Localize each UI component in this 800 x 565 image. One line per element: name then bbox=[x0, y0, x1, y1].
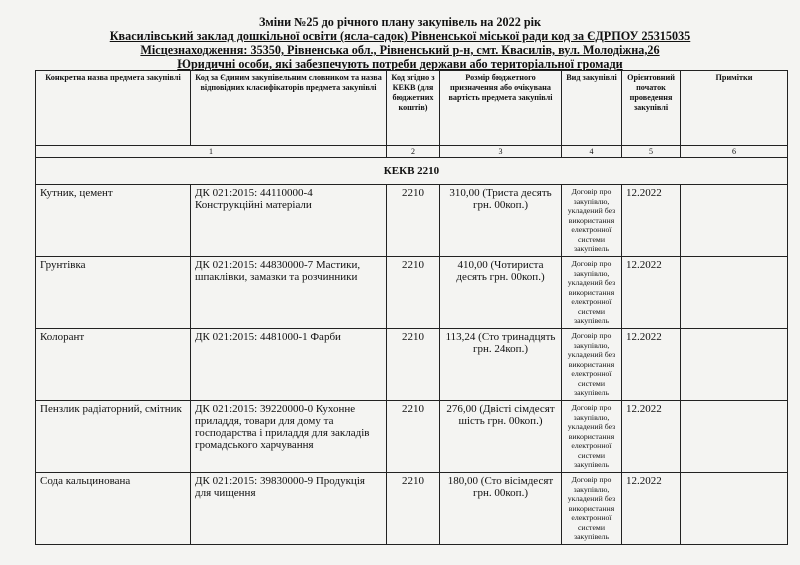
group-label: КЕКВ 2210 bbox=[36, 158, 788, 185]
document-title: Зміни №25 до річного плану закупівель на 2022 рік bbox=[258, 15, 542, 29]
table-row bbox=[36, 185, 788, 257]
item-amount: 180,00 (Сто вісімдесят грн. 00коп.) bbox=[440, 473, 562, 545]
item-procedure: Договір про закупівлю, укладений без використання електронної системи закупівель bbox=[562, 185, 622, 257]
header-cpv-code: Код за Єдиним закупівельним словником та назва відповідних класифікаторів предмета закупівлі bbox=[191, 71, 387, 146]
item-amount: 310,00 (Триста десять грн. 00коп.) bbox=[440, 185, 562, 257]
table-header-row bbox=[36, 71, 788, 146]
column-number-row bbox=[36, 146, 788, 158]
header-kekv: Код згідно з КЕКВ (для бюджетних коштів) bbox=[387, 71, 440, 146]
item-notes bbox=[681, 185, 788, 257]
column-number: 2 bbox=[387, 146, 440, 158]
organization-address: Місцезнаходження: 35350, Рівненська обл., Рівненський р-н, смт. Квасилів, вул. Молодіжна,26 bbox=[140, 43, 660, 57]
item-procedure: Договір про закупівлю, укладений без використання електронної системи закупівель bbox=[562, 257, 622, 329]
item-start: 12.2022 bbox=[622, 185, 681, 257]
item-kekv: 2210 bbox=[387, 329, 440, 401]
item-kekv: 2210 bbox=[387, 185, 440, 257]
item-notes bbox=[681, 401, 788, 473]
organization-type: Юридичні особи, які забезпечують потреби держави або територіальної громади bbox=[177, 57, 623, 71]
header-notes: Примітки bbox=[681, 71, 788, 146]
procurement-table bbox=[35, 70, 788, 545]
item-start: 12.2022 bbox=[622, 329, 681, 401]
item-name: Грунтівка bbox=[36, 257, 191, 329]
item-notes bbox=[681, 257, 788, 329]
item-start: 12.2022 bbox=[622, 401, 681, 473]
header-start-date: Орієнтовний початок проведення закупівлі bbox=[622, 71, 681, 146]
header-procedure: Вид закупівлі bbox=[562, 71, 622, 146]
item-code: ДК 021:2015: 39830000-9 Продукція для чищення bbox=[191, 473, 387, 545]
item-procedure: Договір про закупівлю, укладений без використання електронної системи закупівель bbox=[562, 473, 622, 545]
item-kekv: 2210 bbox=[387, 401, 440, 473]
item-code: ДК 021:2015: 4481000-1 Фарби bbox=[191, 329, 387, 401]
item-kekv: 2210 bbox=[387, 473, 440, 545]
item-name: Пензлик радіаторний, смітник bbox=[36, 401, 191, 473]
column-number: 6 bbox=[681, 146, 788, 158]
item-procedure: Договір про закупівлю, укладений без використання електронної системи закупівель bbox=[562, 329, 622, 401]
table-row bbox=[36, 329, 788, 401]
item-amount: 410,00 (Чотириста десять грн. 00коп.) bbox=[440, 257, 562, 329]
item-procedure: Договір про закупівлю, укладений без використання електронної системи закупівель bbox=[562, 401, 622, 473]
item-start: 12.2022 bbox=[622, 473, 681, 545]
item-name: Колорант bbox=[36, 329, 191, 401]
table-row bbox=[36, 257, 788, 329]
item-amount: 276,00 (Двісті сімдесят шість грн. 00коп.) bbox=[440, 401, 562, 473]
item-code: ДК 021:2015: 44110000-4 Конструкційні матеріали bbox=[191, 185, 387, 257]
organization-name: Квасилівський заклад дошкільної освіти (ясла-садок) Рівненської міської ради код за ЄДРПОУ 25315035 bbox=[109, 29, 691, 43]
table-row bbox=[36, 401, 788, 473]
item-notes bbox=[681, 329, 788, 401]
column-number: 4 bbox=[562, 146, 622, 158]
column-number: 3 bbox=[440, 146, 562, 158]
item-notes bbox=[681, 473, 788, 545]
header-item-name: Конкретна назва предмета закупівлі bbox=[36, 71, 191, 146]
item-name: Кутник, цемент bbox=[36, 185, 191, 257]
column-number: 5 bbox=[622, 146, 681, 158]
item-kekv: 2210 bbox=[387, 257, 440, 329]
item-name: Сода кальцинована bbox=[36, 473, 191, 545]
item-code: ДК 021:2015: 44830000-7 Мастики, шпаклівки, замазки та розчинники bbox=[191, 257, 387, 329]
header-amount: Розмір бюджетного призначення або очікувана вартість предмета закупівлі bbox=[440, 71, 562, 146]
item-code: ДК 021:2015: 39220000-0 Кухонне приладдя, товари для дому та господарства і приладдя для закладів громадського харчування bbox=[191, 401, 387, 473]
column-number: 1 bbox=[36, 146, 387, 158]
table-row bbox=[36, 473, 788, 545]
document-header bbox=[0, 15, 800, 71]
group-row bbox=[36, 158, 788, 185]
item-amount: 113,24 (Сто тринадцять грн. 24коп.) bbox=[440, 329, 562, 401]
item-start: 12.2022 bbox=[622, 257, 681, 329]
